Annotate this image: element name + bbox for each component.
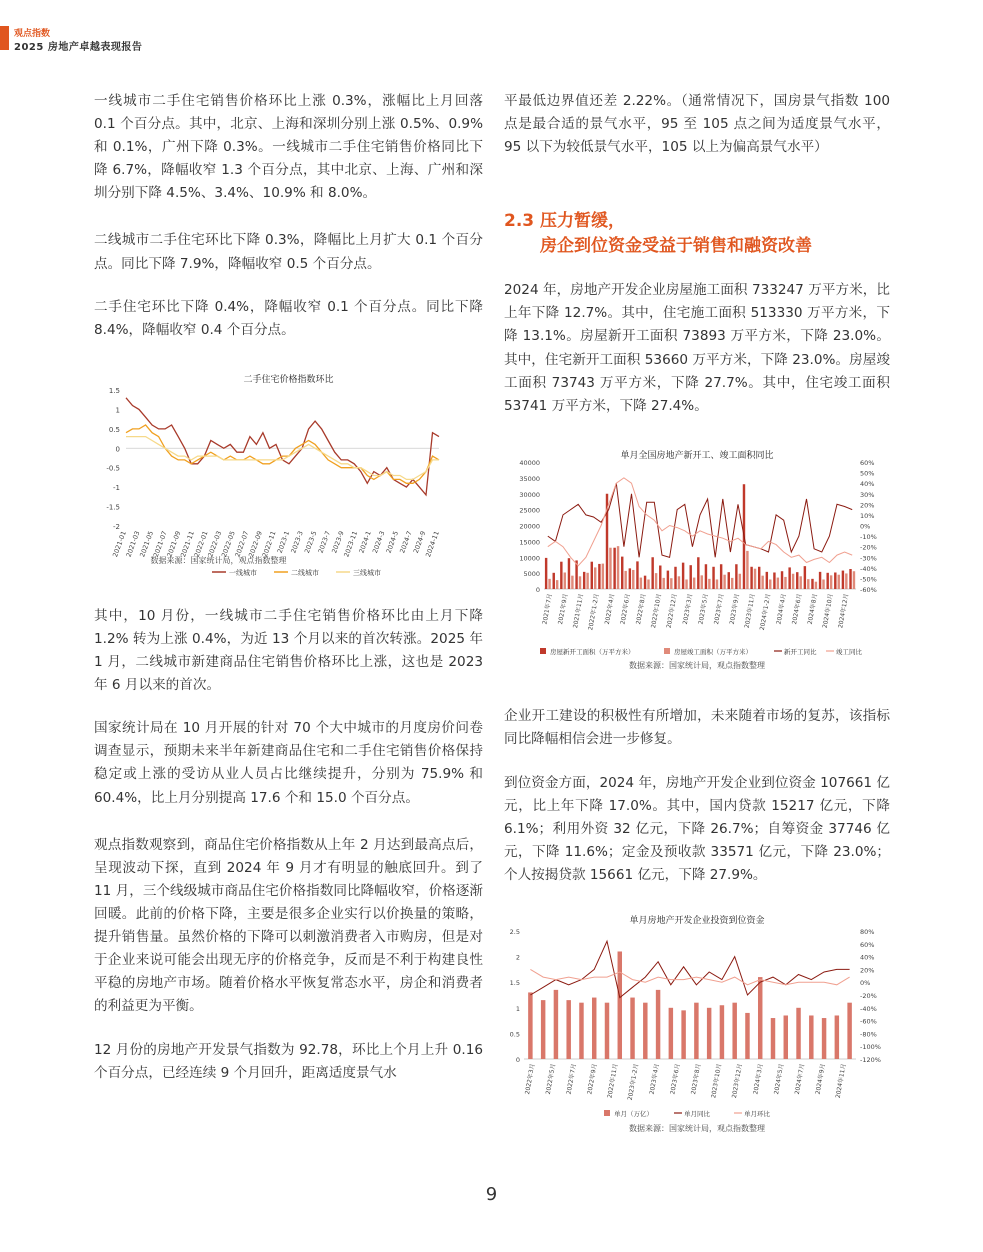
y-right-tick-label: -80% [860, 1029, 877, 1038]
bar-monthly-funds [707, 1007, 711, 1058]
bar-new-start [849, 569, 851, 589]
bar-new-start [750, 567, 752, 589]
chart-2-svg [504, 458, 890, 668]
x-tick-label: 2024年12月 [837, 592, 851, 629]
bar-completion [716, 579, 718, 589]
y-tick-label: 1.5 [108, 386, 120, 395]
paragraph: 2024 年，房地产开发企业房屋施工面积 733247 万平方米，比上年下降 12.7%。其中，住宅施工面积 513330 万平方米，下降 13.1%。房屋新开工面积 73893 万平方米，下降 23.0%。其中，住宅新开工面积 53660 万平方米，下降 23.0%。房屋竣工面积 73743 万平方米，下降 27.7%。其中，住宅竣工面积 53741 万平方米，下降 27.4%。 [504, 282, 890, 414]
bar-monthly-funds [847, 1002, 851, 1058]
x-tick-label: 2022年9月 [586, 1062, 599, 1095]
x-tick-label: 2022年3月 [524, 1062, 537, 1095]
chart-1-svg [94, 384, 483, 634]
x-tick-label: 2023年1-2月 [626, 1062, 641, 1101]
bar-completion [815, 582, 817, 589]
x-tick-label: 2024-7 [398, 529, 414, 555]
bar-completion [670, 578, 672, 589]
bar-new-start [591, 562, 593, 589]
bar-new-start [712, 567, 714, 589]
header-report-title: 2025 房地产卓越表现报告 [14, 42, 143, 53]
bar-completion [662, 578, 664, 589]
bar-completion [678, 576, 680, 589]
legend-label: 三线城市 [353, 568, 381, 577]
x-tick-label: 2021年7月 [541, 592, 554, 625]
y-right-tick-label: 50% [860, 469, 875, 478]
chart-3 [504, 913, 890, 1158]
x-tick-label: 2022-05 [219, 529, 237, 559]
bar-new-start [689, 565, 691, 589]
bar-new-start [560, 562, 562, 589]
y-right-tick-label: 60% [860, 458, 875, 467]
x-tick-label: 2022年1-2月 [587, 592, 601, 631]
x-tick-label: 2023年9月 [728, 592, 741, 625]
bar-new-start [773, 572, 775, 589]
bar-completion [548, 579, 550, 589]
y-left-tick-label: 0 [515, 1055, 520, 1064]
x-tick-label: 2024年7月 [793, 1062, 807, 1095]
y-tick-label: 0.5 [108, 425, 120, 434]
x-tick-label: 2021-01 [111, 529, 128, 559]
bar-completion [579, 576, 581, 589]
x-tick-label: 2022年8月 [635, 592, 648, 625]
bar-completion [556, 580, 558, 589]
bar-monthly-funds [643, 1002, 647, 1058]
y-tick-label: -2 [113, 522, 120, 531]
chart-title: 二手住宅价格指数环比 [243, 374, 334, 385]
page-number: 9 [485, 1184, 498, 1205]
legend-label: 一线城市 [229, 568, 257, 577]
bar-completion [792, 574, 794, 589]
bar-new-start [796, 572, 798, 589]
paragraph: 企业开工建设的积极性有所增加，未来随着市场的复苏，该指标同比降幅相信会进一步修复。 [504, 707, 890, 747]
bar-new-start [826, 573, 828, 589]
section-title-line1: 压力暂缓， [540, 211, 626, 232]
header-brand: 观点指数 [14, 29, 51, 39]
bar-monthly-funds [656, 989, 660, 1058]
chart-title: 单月房地产开发企业投资到位资金 [629, 915, 765, 926]
bar-new-start [583, 572, 585, 589]
bar-new-start [667, 570, 669, 588]
legend-label: 新开工同比 [784, 647, 817, 656]
bar-completion [777, 577, 779, 588]
section-title-line2: 房企到位资金受益于销售和融资改善 [540, 236, 812, 257]
x-tick-label: 2022-11 [260, 529, 278, 559]
paragraph: 二线城市二手住宅环比下降 0.3%，降幅比上月扩大 0.1 个百分点。同比下降 7.9%，降幅收窄 0.5 个百分点。 [94, 232, 483, 272]
bar-completion [830, 575, 832, 589]
x-tick-label: 2023-3 [289, 529, 305, 555]
x-tick-label: 2024年10月 [821, 592, 835, 629]
chart-source: 数据来源：国家统计局，观点指数整理 [629, 660, 765, 670]
bar-completion [723, 575, 725, 589]
legend-swatch [664, 648, 670, 654]
bar-monthly-funds [541, 1000, 545, 1059]
chart-1 [94, 372, 483, 647]
bar-new-start [674, 567, 676, 589]
bar-completion [609, 548, 611, 589]
y-left-tick-label: 25000 [519, 506, 540, 515]
paragraph: 平最低边界值还差 2.22%。（通常情况下，国房景气指数 100 点是最合适的景气水平，95 至 105 点之间为适度景气水平，95 以下为较低景气水平，105 以上为偏高景气水平） [504, 93, 890, 156]
y-right-tick-label: 0% [860, 978, 871, 987]
bar-completion [746, 551, 748, 589]
legend-label: 竣工同比 [836, 647, 862, 656]
x-tick-label: 2024-11 [424, 529, 441, 559]
x-tick-label: 2024-9 [411, 529, 428, 555]
x-tick-label: 2024年6月 [791, 592, 804, 625]
y-left-tick-label: 15000 [519, 538, 540, 547]
x-tick-label: 2023年8月 [690, 1062, 703, 1095]
x-tick-label: 2022年5月 [544, 1062, 558, 1095]
y-left-tick-label: 1 [515, 1004, 520, 1013]
y-left-tick-label: 1.5 [509, 978, 520, 987]
bar-completion [822, 579, 824, 589]
line-yoy [530, 941, 849, 997]
bar-new-start [788, 567, 790, 589]
y-right-tick-label: -10% [860, 532, 877, 541]
paragraph: 观点指数观察到，商品住宅价格指数从上年 2 月达到最高点后，呈现波动下探，直到 2024 年 9 月才有明显的触底回升。到了 11 月，三个线级城市商品住宅价格指数同比降幅收窄，价格逐渐回暖。此前的价格下降，主要是很多企业实行以价换量的策略，提升销售量。虽然价格的下降可以刺激消费者入市购房，但是对于企业来说可能会出现无序的价格竞争，反而是不利于构建良性平稳的房地产市场。随着价格水平恢复常态水平，房企和消费者的利益更为平衡。 [94, 836, 483, 1015]
x-tick-label: 2023年4月 [648, 1062, 661, 1095]
x-tick-label: 2023年10月 [710, 1062, 724, 1099]
bar-completion [647, 579, 649, 589]
x-tick-label: 2021-05 [138, 529, 156, 559]
y-tick-label: 1 [115, 406, 120, 415]
bar-completion [640, 577, 642, 588]
x-tick-label: 2022年11月 [606, 1062, 620, 1099]
x-tick-label: 2022年7月 [565, 1062, 578, 1095]
bar-monthly-funds [566, 1000, 570, 1059]
x-tick-label: 2022-03 [206, 529, 224, 559]
x-tick-label: 2023年6月 [669, 1062, 682, 1095]
x-tick-label: 2022-07 [233, 529, 251, 559]
x-tick-label: 2023-7 [316, 529, 333, 555]
bar-new-start [613, 548, 615, 589]
bar-new-start [811, 579, 813, 589]
bar-monthly-funds [720, 1005, 724, 1059]
y-right-tick-label: 10% [860, 511, 875, 520]
x-tick-label: 2024年3月 [752, 1062, 765, 1095]
x-tick-label: 2024年1-2月 [758, 592, 773, 631]
bar-completion [784, 577, 786, 589]
chart-source: 数据来源：国家统计局，观点指数整理 [150, 555, 287, 565]
y-right-tick-label: 20% [860, 965, 875, 974]
bar-completion [693, 577, 695, 588]
header-accent-bar [0, 26, 9, 50]
bar-monthly-funds [605, 1002, 609, 1058]
bar-new-start [621, 556, 623, 588]
bar-completion [739, 574, 741, 589]
x-tick-label: 2021-07 [151, 529, 169, 559]
bar-new-start [834, 572, 836, 589]
x-tick-label: 2024年9月 [814, 1062, 827, 1095]
x-tick-label: 2022-01 [192, 529, 210, 559]
bar-monthly-funds [758, 977, 762, 1059]
bar-new-start [766, 572, 768, 589]
bar-completion [799, 576, 801, 589]
legend-label: 单月（万亿） [614, 1109, 653, 1118]
chart-2 [504, 448, 890, 703]
y-right-tick-label: -20% [860, 991, 877, 1000]
legend-label: 房屋新开工面积（万平方米） [550, 647, 635, 656]
section-number: 2.3 [504, 211, 535, 232]
bar-completion [845, 573, 847, 589]
y-right-tick-label: 60% [860, 940, 875, 949]
y-tick-label: -0.5 [106, 464, 120, 473]
bar-completion [769, 579, 771, 589]
left-column [94, 90, 483, 1086]
x-tick-label: 2024年4月 [775, 592, 788, 625]
bar-new-start [644, 576, 646, 589]
line-new-start-yoy [548, 483, 852, 557]
bar-completion [761, 576, 763, 589]
y-left-tick-label: 35000 [519, 474, 540, 483]
bar-monthly-funds [554, 989, 558, 1058]
x-tick-label: 2022年12月 [665, 592, 679, 629]
bar-completion [602, 563, 604, 588]
bar-completion [571, 576, 573, 589]
bar-monthly-funds [835, 1015, 839, 1059]
x-tick-label: 2024-5 [384, 529, 401, 555]
y-right-tick-label: -30% [860, 554, 877, 563]
y-right-tick-label: 40% [860, 953, 875, 962]
y-left-tick-label: 20000 [519, 522, 540, 531]
x-tick-label: 2023年11月 [743, 592, 757, 629]
chart-source: 数据来源：国家统计局，观点指数整理 [629, 1123, 765, 1133]
bar-monthly-funds [694, 1002, 698, 1058]
x-tick-label: 2023-5 [303, 529, 319, 555]
right-column [504, 90, 890, 1158]
x-tick-label: 2024年8月 [806, 592, 819, 625]
x-tick-label: 2021-03 [124, 529, 142, 559]
legend-swatch [540, 648, 546, 654]
x-tick-label: 2023-9 [330, 529, 346, 555]
bar-completion [655, 573, 657, 589]
bar-new-start [629, 568, 631, 589]
y-right-tick-label: -20% [860, 543, 877, 552]
y-left-tick-label: 2.5 [509, 927, 520, 936]
bar-new-start [598, 564, 600, 589]
bar-completion [853, 571, 855, 589]
bar-new-start [735, 564, 737, 589]
bar-monthly-funds [745, 1012, 749, 1058]
chart-3-svg [504, 923, 890, 1133]
x-tick-label: 2023年7月 [713, 592, 726, 625]
y-right-tick-label: -60% [860, 585, 877, 594]
bar-completion [838, 575, 840, 589]
y-right-tick-label: 0% [860, 522, 871, 531]
y-right-tick-label: -60% [860, 1017, 877, 1026]
bar-completion [564, 572, 566, 589]
bar-new-start [682, 562, 684, 588]
x-tick-label: 2024-1 [357, 529, 373, 555]
legend-swatch [604, 1110, 610, 1116]
bar-completion [586, 573, 588, 589]
y-tick-label: -1 [113, 483, 120, 492]
y-left-tick-label: 0 [535, 585, 540, 594]
paragraph: 其中，10 月份，一线城市二手住宅销售价格环比由上月下降 1.2% 转为上涨 0.4%，为近 13 个月以来的首次转涨。2025 年 1 月，二线城市新建商品住宅销售价格环比上涨，这也是 2023 年 6 月以来的首次。 [94, 607, 483, 694]
series-line-1 [126, 398, 439, 495]
bar-monthly-funds [681, 1010, 685, 1059]
x-tick-label: 2023年5月 [697, 592, 710, 625]
bar-completion [624, 571, 626, 589]
y-right-tick-label: -50% [860, 575, 877, 584]
x-tick-label: 2023-11 [342, 529, 360, 559]
legend-label: 单月同比 [684, 1109, 710, 1118]
y-right-tick-label: 40% [860, 480, 875, 489]
bar-new-start [804, 566, 806, 589]
x-tick-label: 2022年6月 [619, 592, 632, 625]
bar-new-start [758, 567, 760, 589]
y-right-tick-label: 30% [860, 490, 875, 499]
bar-monthly-funds [784, 1015, 788, 1059]
x-tick-label: 2023-1 [275, 529, 292, 555]
bar-completion [754, 569, 756, 589]
bar-new-start [781, 571, 783, 589]
legend-label: 房屋竣工面积（万平方米） [674, 647, 752, 656]
bar-new-start [636, 561, 638, 589]
bar-new-start [553, 573, 555, 589]
x-tick-label: 2024-3 [371, 529, 387, 555]
series-line-3 [126, 436, 439, 479]
bar-monthly-funds [528, 992, 532, 1059]
x-tick-label: 2022-09 [247, 529, 264, 559]
paragraph: 一线城市二手住宅销售价格环比上涨 0.3%，涨幅比上月回落 0.1 个百分点。其中，北京、上海和深圳分别上涨 0.5%、0.9% 和 0.1%，广州下降 0.3%。一线城市二手住宅销售价格同比下降 6.7%，降幅收窄 1.3 个百分点，其中北京、上海、广州和深圳分别下降 4.5%、3.4%、10.9% 和 8.0%。 [94, 93, 483, 202]
bar-completion [617, 546, 619, 589]
x-tick-label: 2024年5月 [773, 1062, 786, 1095]
bar-new-start [819, 572, 821, 589]
bar-monthly-funds [579, 1002, 583, 1058]
y-right-tick-label: 20% [860, 501, 875, 510]
y-tick-label: -1.5 [106, 503, 120, 512]
paragraph: 12 月份的房地产开发景气指数为 92.78，环比上个月上升 0.16 个百分点，已经连续 9 个月回升，距离适度景气水 [94, 1042, 483, 1082]
line-completion-yoy [548, 478, 852, 566]
paragraph: 到位资金方面，2024 年，房地产开发企业到位资金 107661 亿元，比上年下降 17.0%。其中，国内贷款 15217 亿元，下降 6.1%；利用外资 32 亿元，下降 26.7%；自筹资金 37746 亿元，下降 11.6%；定金及预收款 33571 亿元，下降 23.0%；个人按揭贷款 15661 亿元，下降 27.9%。 [504, 775, 890, 884]
bar-monthly-funds [630, 997, 634, 1058]
y-right-tick-label: -100% [860, 1042, 881, 1051]
x-tick-label: 2023年3月 [681, 592, 695, 625]
chart-title: 单月全国房地产新开工、竣工面积同比 [620, 450, 774, 461]
x-tick-label: 2021年11月 [572, 592, 585, 629]
bar-monthly-funds [771, 1018, 775, 1059]
x-tick-label: 2022年10月 [650, 592, 663, 629]
bar-new-start [720, 564, 722, 589]
x-tick-label: 2021-09 [165, 529, 183, 559]
y-left-tick-label: 0.5 [509, 1029, 520, 1038]
bar-completion [701, 575, 703, 589]
y-right-tick-label: 80% [860, 927, 875, 936]
y-right-tick-label: -120% [860, 1055, 881, 1064]
bar-new-start [651, 557, 653, 589]
y-left-tick-label: 30000 [519, 490, 540, 499]
bar-monthly-funds [592, 997, 596, 1058]
bar-new-start [705, 564, 707, 589]
bar-monthly-funds [822, 1018, 826, 1059]
bar-new-start [568, 558, 570, 589]
x-tick-label: 2021年9月 [557, 592, 570, 625]
line-mom [530, 969, 849, 984]
bar-monthly-funds [809, 1015, 813, 1059]
bar-new-start [659, 565, 661, 588]
bar-completion [807, 579, 809, 589]
y-right-tick-label: -40% [860, 564, 877, 573]
bar-completion [594, 567, 596, 589]
bar-monthly-funds [732, 1002, 736, 1058]
x-tick-label: 2024年11月 [834, 1062, 848, 1099]
bar-new-start [545, 558, 547, 589]
bar-completion [708, 579, 710, 589]
bar-monthly-funds [796, 1007, 800, 1058]
legend-label: 二线城市 [291, 568, 319, 577]
section-heading [504, 209, 890, 259]
bar-completion [731, 578, 733, 589]
bar-new-start [697, 557, 699, 589]
bar-new-start [728, 572, 730, 589]
bar-new-start [842, 570, 844, 588]
bar-monthly-funds [669, 1007, 673, 1058]
x-tick-label: 2022年4月 [603, 592, 617, 625]
paragraph: 国家统计局在 10 月开展的针对 70 个大中城市的月度房价问卷调查显示，预期未来半年新建商品住宅和二手住宅销售价格保持稳定或上涨的受访从业人员占比继续提升，分别为 75.9% 和 60.4%，比上月分别提高 17.6 个和 15.0 个百分点。 [94, 720, 483, 806]
x-tick-label: 2021-11 [179, 529, 196, 559]
bar-monthly-funds [618, 951, 622, 1059]
legend-label: 单月环比 [744, 1109, 770, 1118]
bar-completion [632, 570, 634, 589]
y-left-tick-label: 40000 [519, 458, 540, 467]
bar-completion [685, 579, 687, 589]
y-right-tick-label: -40% [860, 1004, 877, 1013]
y-left-tick-label: 2 [515, 953, 520, 962]
y-tick-label: 0 [115, 445, 120, 454]
y-left-tick-label: 5000 [523, 569, 540, 578]
paragraph: 二手住宅环比下降 0.4%，降幅收窄 0.1 个百分点。同比下降 8.4%，降幅收窄 0.4 个百分点。 [94, 298, 483, 338]
x-tick-label: 2023年12月 [730, 1062, 744, 1099]
y-left-tick-label: 10000 [519, 554, 540, 563]
